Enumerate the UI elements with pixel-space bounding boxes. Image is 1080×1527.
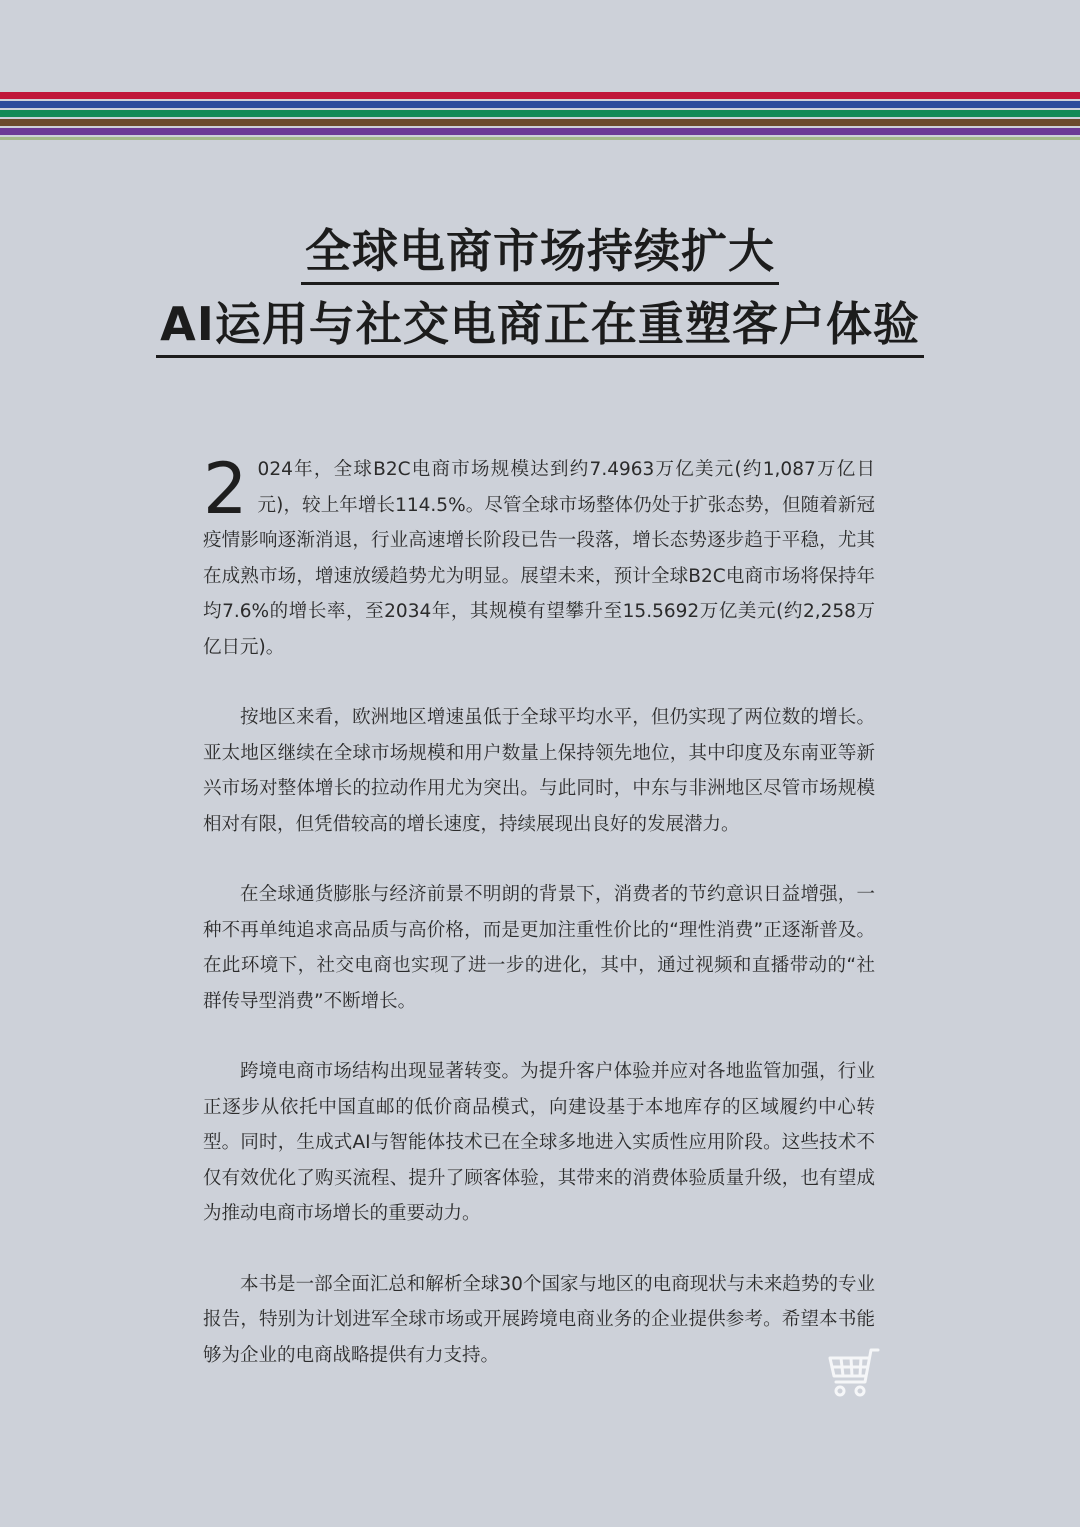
stripe-purple (0, 128, 1080, 135)
stripe-blue (0, 101, 1080, 108)
paragraph-2: 按地区来看，欧洲地区增速虽低于全球平均水平，但仍实现了两位数的增长。亚太地区继续在全球市场规模和用户数量上保持领先地位，其中印度及东南亚等新兴市场对整体增长的拉动作用尤为突出。与此同时，中东与非洲地区尽管市场规模相对有限，但凭借较高的增长速度，持续展现出良好的发展潜力。 (203, 707, 875, 835)
drop-cap: 2 (203, 448, 248, 530)
color-stripes (0, 92, 1080, 142)
stripe-green (0, 110, 1080, 117)
shopping-cart-icon (826, 1346, 880, 1400)
stripe-red (0, 92, 1080, 99)
paragraph-1 (203, 448, 875, 665)
article-body (203, 448, 875, 1408)
page-title (0, 224, 1080, 358)
stripe-sage (0, 137, 1080, 140)
paragraph-1-text: 024年，全球B2C电商市场规模达到约7.4963万亿美元(约1,087万亿日元)，较上年增长114.5%。尽管全球市场整体仍处于扩张态势，但随着新冠疫情影响逐渐消退，行业高速增长阶段已告一段落，增长态势逐步趋于平稳，尤其在成熟市场，增速放缓趋势尤为明显。展望未来，预计全球B2C电商市场将保持年均7.6%的增长率，至2034年，其规模有望攀升至15.5692万亿美元(约2,258万亿日元)。 (203, 459, 875, 658)
stripe-brown (0, 119, 1080, 126)
title-line-1: 全球电商市场持续扩大 (301, 228, 779, 285)
title-line-2: AI运用与社交电商正在重塑客户体验 (156, 301, 924, 358)
paragraph-3: 在全球通货膨胀与经济前景不明朗的背景下，消费者的节约意识日益增强，一种不再单纯追求高品质与高价格，而是更加注重性价比的“理性消费”正逐渐普及。在此环境下，社交电商也实现了进一步的进化，其中，通过视频和直播带动的“社群传导型消费”不断增长。 (203, 884, 875, 1012)
paragraph-4: 跨境电商市场结构出现显著转变。为提升客户体验并应对各地监管加强，行业正逐步从依托中国直邮的低价商品模式，向建设基于本地库存的区域履约中心转型。同时，生成式AI与智能体技术已在全球多地进入实质性应用阶段。这些技术不仅有效优化了购买流程、提升了顾客体验，其带来的消费体验质量升级，也有望成为推动电商市场增长的重要动力。 (203, 1061, 875, 1224)
paragraph-5: 本书是一部全面汇总和解析全球30个国家与地区的电商现状与未来趋势的专业报告，特别为计划进军全球市场或开展跨境电商业务的企业提供参考。希望本书能够为企业的电商战略提供有力支持。 (203, 1273, 875, 1366)
